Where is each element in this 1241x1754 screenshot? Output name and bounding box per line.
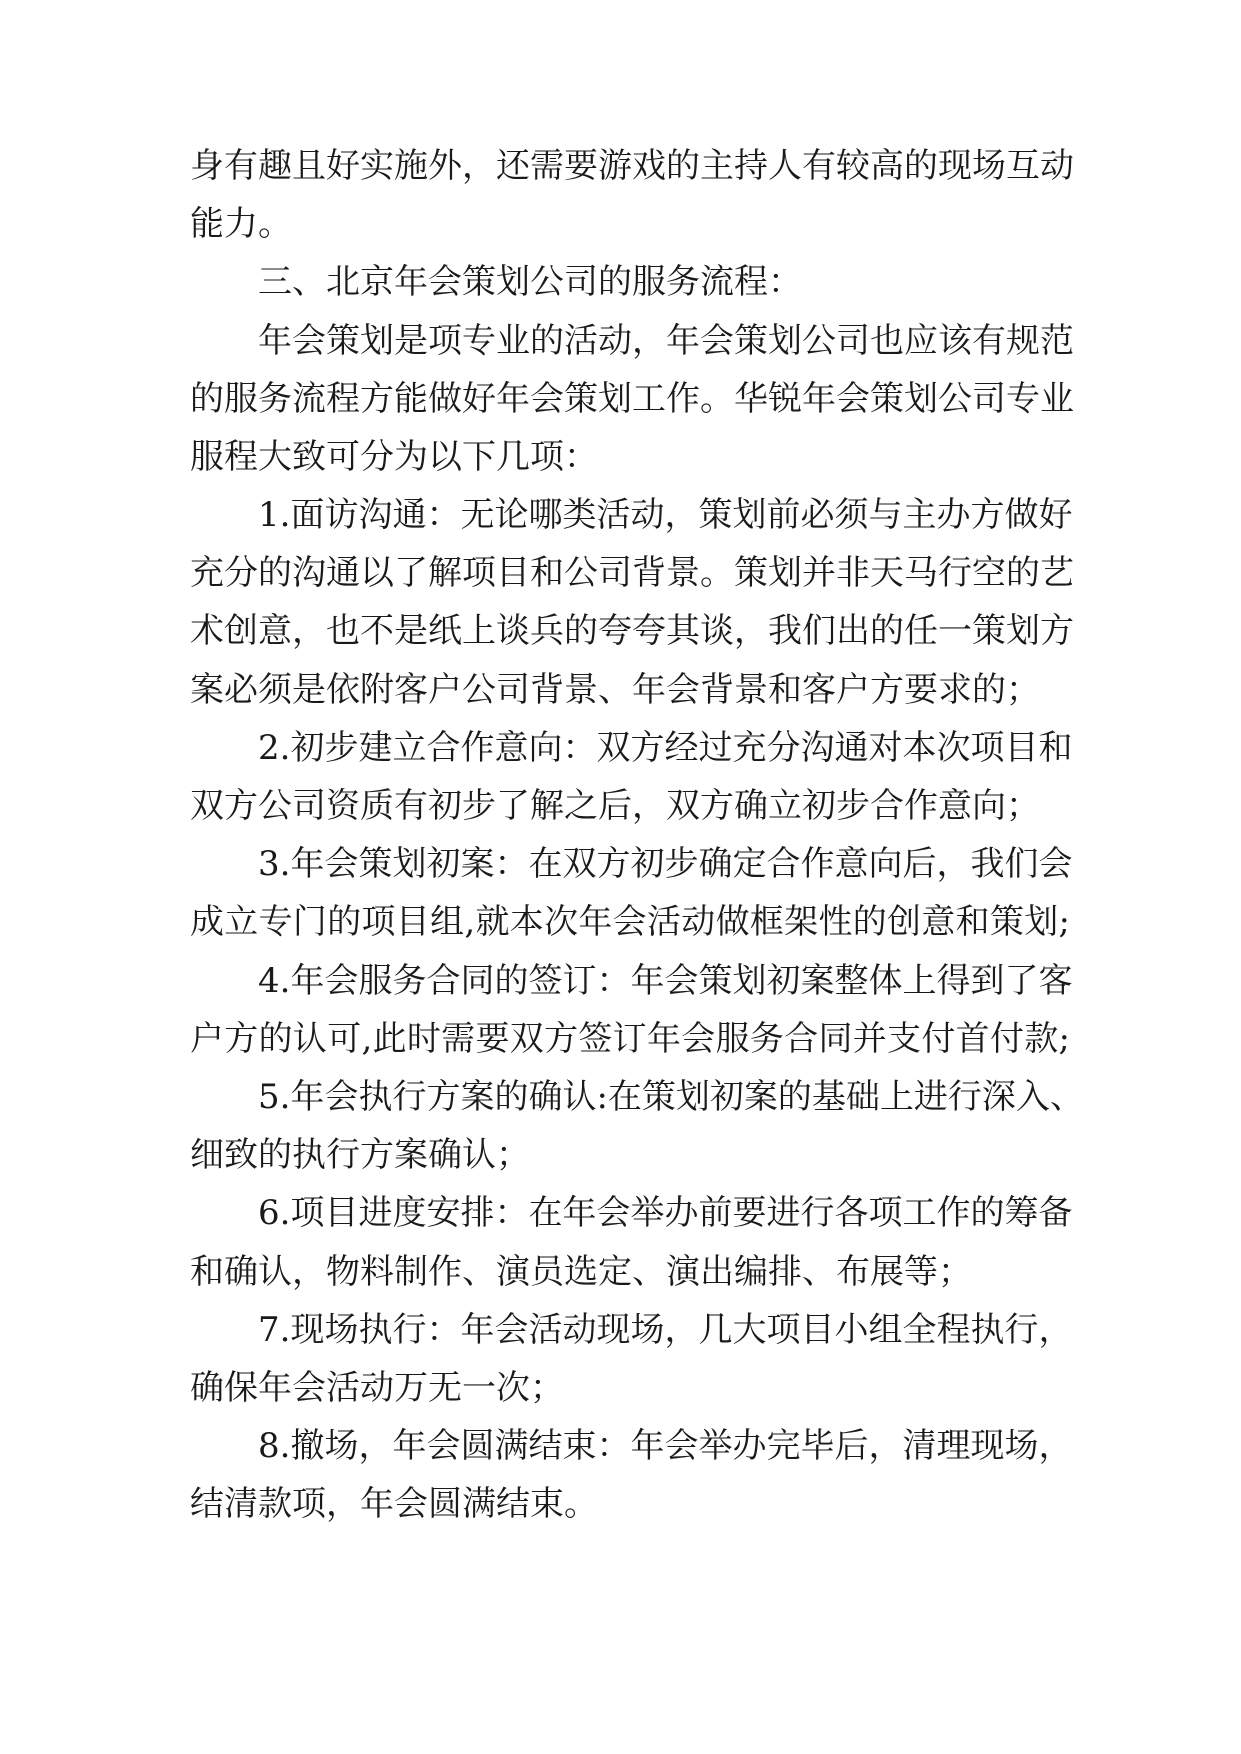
text-line: 充分的沟通以了解项目和公司背景。策划并非天马行空的艺 [190,553,1074,593]
text-line: 术创意，也不是纸上谈兵的夸夸其谈，我们出的任一策划方 [190,611,1074,651]
text-line: 和确认，物料制作、演员选定、演出编排、布展等； [190,1252,972,1292]
text-line: 年会策划是项专业的活动，年会策划公司也应该有规范 [258,321,1074,361]
text-line: 结清款项，年会圆满结束。 [190,1484,598,1524]
text-line: 户方的认可,此时需要双方签订年会服务合同并支付首付款; [190,1019,1070,1059]
text-line: 确保年会活动万无一次； [190,1368,564,1408]
list-item-line: 2.初步建立合作意向：双方经过充分沟通对本次项目和 [258,728,1073,768]
section-heading: 三、北京年会策划公司的服务流程： [258,262,802,302]
list-item-line: 1.面访沟通：无论哪类活动，策划前必须与主办方做好 [258,495,1073,535]
list-item-line: 5.年会执行方案的确认:在策划初案的基础上进行深入、 [258,1077,1084,1117]
text-line: 双方公司资质有初步了解之后，双方确立初步合作意向； [190,786,1040,826]
text-line: 的服务流程方能做好年会策划工作。华锐年会策划公司专业 [190,379,1074,419]
list-item-line: 4.年会服务合同的签订：年会策划初案整体上得到了客 [258,961,1073,1001]
list-item-line: 7.现场执行：年会活动现场，几大项目小组全程执行， [258,1310,1073,1350]
list-item-line: 3.年会策划初案：在双方初步确定合作意向后，我们会 [258,844,1073,884]
list-item-line: 8.撤场，年会圆满结束：年会举办完毕后，清理现场， [258,1426,1073,1466]
text-line: 能力。 [190,204,292,244]
list-item-line: 6.项目进度安排：在年会举办前要进行各项工作的筹备 [258,1193,1073,1233]
text-line: 身有趣且好实施外，还需要游戏的主持人有较高的现场互动 [190,146,1074,186]
text-line: 成立专门的项目组,就本次年会活动做框架性的创意和策划; [190,902,1070,942]
text-line: 服程大致可分为以下几项： [190,437,598,477]
text-line: 细致的执行方案确认； [190,1135,530,1175]
text-line: 案必须是依附客户公司背景、年会背景和客户方要求的； [190,670,1040,710]
